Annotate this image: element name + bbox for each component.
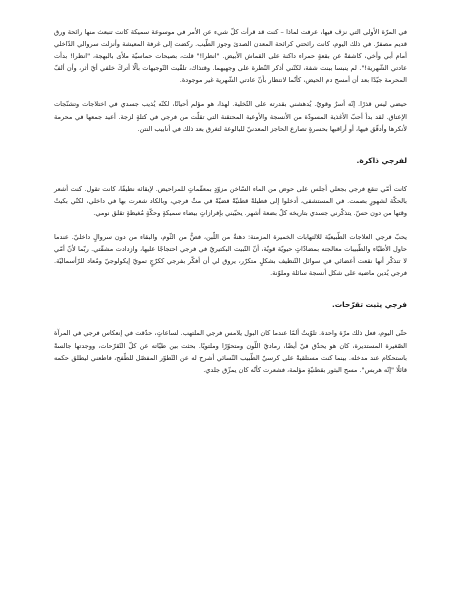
paragraph: في المرّة الأولى التي نزف فيها، عرفت لماذا – كنت قد قرأت كلّ شيء عن الأمر في موسوعة سميكة كانت تنبعث منها رائحة ورق قديم مصفرّ. في ذلك اليوم، كانت رائحتي كرائحة المعدن الصدئ وجوز الطّيب. ركضت إلى غرفة المعيشة وأنزلت سروالي الدّاخلي أمام أبي وأخي، كاشفةً عن بقعةٍ حمراء داكنة على القماش الأبيض. "انظرا!" قلت، بصيحات حماسيّة ملأى بالبهجة، "انظرا! بدأت عادتي الشّهرية!". لم ينبسا ببنت شفة، لكنّني أذكر النّظرة على وجهيهما. وقتذاك، تلقّيت التّوجيهات بألّا أتركَ خلفي أيّ أثر، وأن ألفّ المحرمة جيّدًا بعد أن أمسح دم الحيض، كأنّما لانتظار بأنّ عادتي الشّهرية غير موجودة. xyxy=(54,28,407,85)
section-gap xyxy=(54,279,407,299)
paragraph-gap xyxy=(54,86,407,98)
heading-gap xyxy=(54,311,407,327)
section-gap xyxy=(54,135,407,155)
paragraph: حيضي ليس قذرًا. إنّه أسرٌ وقويّ. يُدهشني بقدرته على التّخلية. لهذا، هو مؤلم أحيانًا، لكنّه يُذيب جسدي في اختلاجات وتشنّجات الإعتاق. لقد بدأ أحبّ الأغذية المسودّة من الأنسجة والأوعية المحتقنة التي تقلّت من فرجي في كتلةٍ لزجة. أعيد جمعها في محرمة لأنكرها وأدقّق فيها، أو أراقبها بحسرةٍ تصارع الحاجز المعدنيّ للبالوعة لتغرق بعد ذلك في أنابيب النتن. xyxy=(54,100,407,133)
paragraph: كانت أمّي تنقع فرجي بجعلي أجلس على حوض من الماء السّاخن مزوّدٍ بمعقّماتٍ للمراحيض. لإبقائه نظيفًا، كانت تقول. كنت أشعر بالحكّة لشهورٍ بصمت. في المستشفى، أدخلوا إلى فطيلةً قطنيّةً فضيّةً في مثّ فرجي، وبالكاد شعرت بها في داخلي، لكنّي بكيتُ وقتها من دون حسّ. يتذكّرني جسدي بتاريخه كلّ بضعة أشهر. يحيّيني بإفرازاتٍ بيضاء سميكةٍ وحكّةٍ مُغيظةٍ تقلق نومي. xyxy=(54,184,407,217)
heading-gap xyxy=(54,167,407,183)
section-heading: فرجي يثبت تقرّحات. xyxy=(331,300,407,310)
paragraph-gap xyxy=(54,219,407,231)
paragraph: حتّى اليوم، فعل ذلك مرّة واحدة. تلوّيتُ ألمًا عندما كان البول يلامس فرجي الملتهب. لساعاتٍ، حدّقت في إنعكاس فرجي في المرآة الصّغيرة المستديرة، كان هو يحدّق فيّ أيضًا، رماديّ اللّون ومتحوّرًا وملتويًا. بحثت بين طيّاته عن كلّ التّقرّحات، ووجدتها جالسةً باستحكام عند مدخله. بينما كنت مستلقيةً على كرسيّ الطّبيب النّسائي أشرح له عن التّطوّر المفصّل للطّفح، فاطعني ليطلق حكمه قائلًا "إنّه هربس". مسح البثور بقطنيّةٍ مؤلمة، فشعرت كأنّه كان يمزّق جلدي. xyxy=(54,329,407,374)
paragraph: يحبّ فرجي العلاجات الطّبيعيّة للالتهابات الخميرة المزمنة: دهنةٌ من اللّبن، فصٌّ من الثّوم، والبقاء من دون سروالٍ داخليّ. عندما حاول الأطبّاء والطّبيبات معالجته بمضادّاتٍ حيويّة قويّة، أنّ التّبيت البكتيريّ في فرجي احتجاجًا عليها، وازدادت مشقّتي. ربّما لأنّ أمّي لا تتذكّر أنها نقعت أعضائي في سوائل التّنظيف بشكلٍ متكرّر، يروق لي أن أفكّر بفرجي ككرّجٍ تمويّ إيكولوجيّ ومُعاد للرّأسماليّة. فرجي يُدين ماضيه على شكل أنسجة سائلة وملوّنة. xyxy=(54,233,407,278)
section-heading: لفرجي ذاكرة. xyxy=(356,155,407,165)
